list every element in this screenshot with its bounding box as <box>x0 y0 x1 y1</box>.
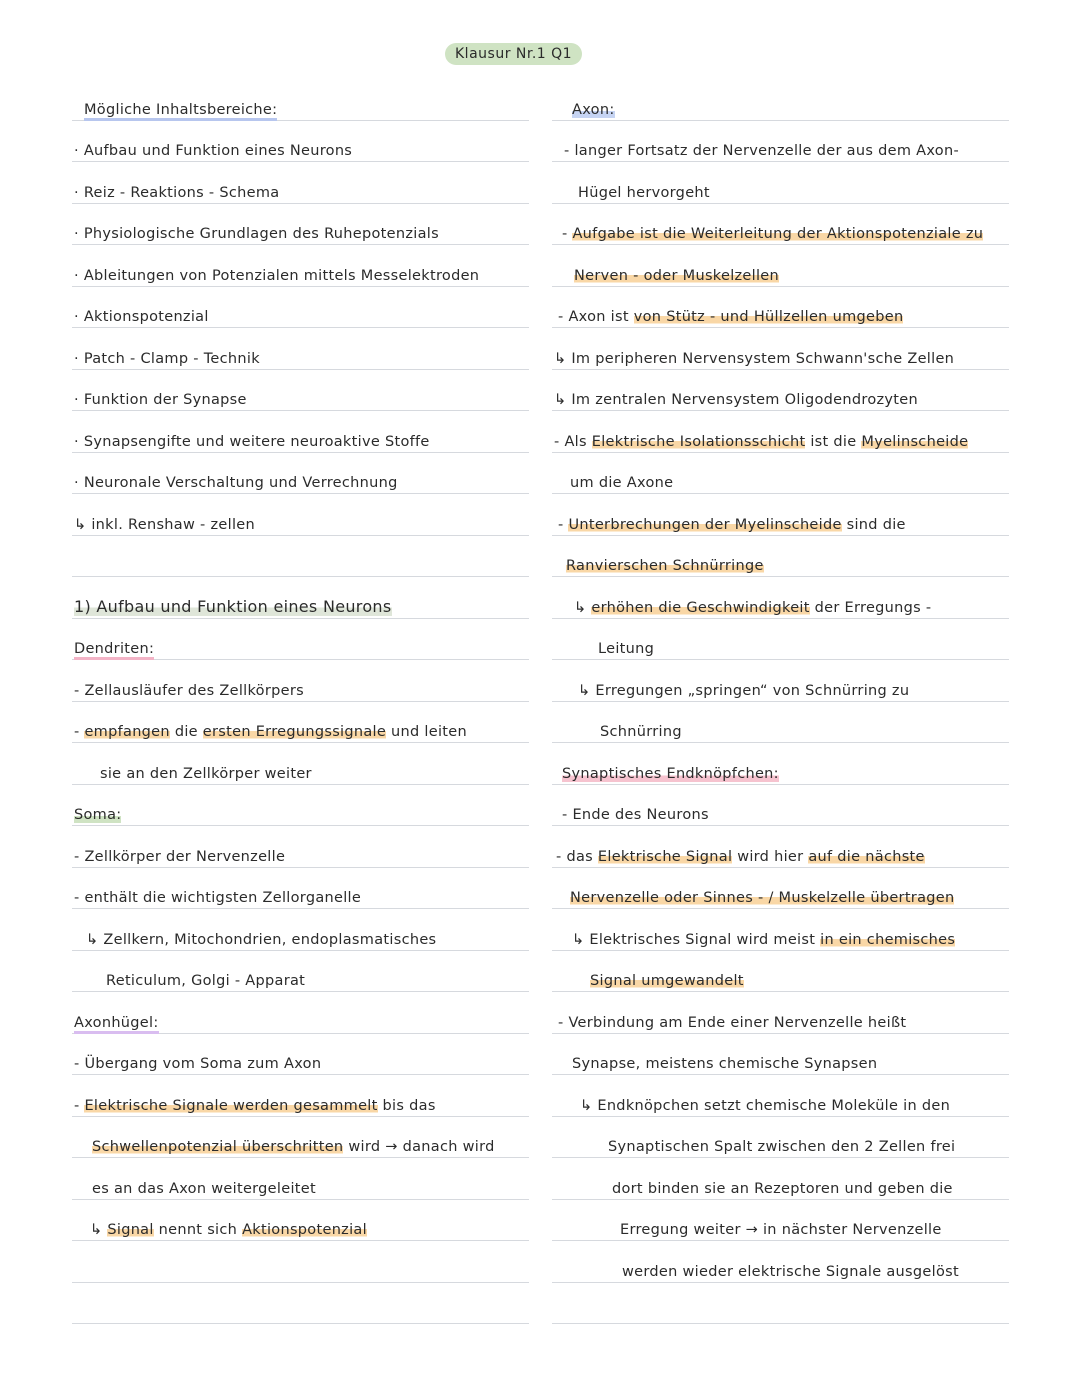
note-line <box>72 121 529 163</box>
note-text-part: der Erregungs - <box>809 599 932 616</box>
highlighted-text: von Stütz - und Hüllzellen umgeben <box>633 309 904 325</box>
note-text <box>572 102 615 118</box>
note-line <box>552 1075 1009 1117</box>
note-line <box>72 1117 529 1159</box>
note-text <box>572 1056 877 1072</box>
highlighted-text: Axon: <box>572 101 615 118</box>
note-text-part: - Als <box>554 433 592 450</box>
note-text-part: bis das <box>377 1097 436 1114</box>
note-text <box>574 268 779 284</box>
note-line <box>72 951 529 993</box>
note-line <box>72 577 529 619</box>
note-line <box>552 1200 1009 1242</box>
note-text-part: · Neuronale Verschaltung und Verrechnung <box>74 475 398 491</box>
note-text-part: ↳ <box>90 1222 108 1238</box>
note-line <box>552 1117 1009 1159</box>
note-text <box>106 973 305 989</box>
note-text <box>74 807 121 823</box>
note-line <box>72 1241 529 1283</box>
note-text <box>74 475 398 491</box>
note-line <box>72 287 529 329</box>
note-text <box>558 1015 906 1031</box>
note-text-part: wird hier <box>732 848 809 865</box>
note-line <box>552 370 1009 412</box>
note-text <box>74 641 154 657</box>
note-line <box>72 1158 529 1200</box>
highlighted-text: Elektrische Signal <box>597 848 733 865</box>
note-line <box>72 1283 529 1325</box>
note-line <box>72 494 529 536</box>
note-line <box>72 743 529 785</box>
note-text <box>590 973 744 989</box>
note-text-part: sie an den Zellkörper weiter <box>100 765 312 782</box>
note-text-part: ↳ Im zentralen Nervensystem Oligodendrozyten <box>554 392 918 408</box>
note-text <box>578 683 909 699</box>
note-line <box>72 702 529 744</box>
note-text <box>74 597 392 616</box>
note-text <box>554 434 968 450</box>
note-line <box>552 162 1009 204</box>
note-text <box>74 392 247 408</box>
note-text <box>578 185 710 201</box>
note-text-part: wird → danach wird <box>343 1139 495 1155</box>
highlighted-text: Nervenzelle oder Sinnes - / Muskelzelle übertragen <box>570 890 955 906</box>
note-text-part: ↳ Erregungen „springen“ von Schnürring zu <box>578 682 910 699</box>
note-line <box>552 868 1009 910</box>
note-text-part: die <box>169 724 203 740</box>
highlighted-text: Soma: <box>74 807 122 823</box>
highlighted-text: empfangen <box>84 724 170 740</box>
note-line <box>72 328 529 370</box>
note-line <box>72 370 529 412</box>
note-line <box>552 702 1009 744</box>
note-text <box>600 724 682 740</box>
note-line <box>552 328 1009 370</box>
page-title: Klausur Nr.1 Q1 <box>445 43 582 65</box>
highlighted-text: Nerven - oder Muskelzellen <box>574 267 780 284</box>
note-line <box>72 1034 529 1076</box>
highlighted-text: Dendriten: <box>74 641 154 660</box>
note-text <box>598 641 654 657</box>
note-line <box>72 1200 529 1242</box>
note-line <box>552 992 1009 1034</box>
note-text-part: ist die <box>805 433 862 450</box>
note-text-part: und leiten <box>386 724 468 740</box>
note-text-part: dort binden sie an Rezeptoren und geben die <box>612 1180 953 1197</box>
note-text <box>566 558 764 574</box>
note-line <box>552 826 1009 868</box>
note-text-part: - <box>74 724 85 740</box>
note-text-part: - Axon ist <box>558 309 634 325</box>
note-text <box>562 807 709 823</box>
note-text-part: · Aktionspotenzial <box>74 309 209 325</box>
note-text-part: ↳ Endknöpchen setzt chemische Moleküle in den <box>580 1097 951 1114</box>
note-text-part: ↳ <box>574 599 592 616</box>
note-text <box>92 1181 316 1197</box>
note-text-part: ↳ Zellkern, Mitochondrien, endoplasmatisches <box>86 931 437 948</box>
note-text-part: ↳ inkl. Renshaw - zellen <box>74 516 255 533</box>
note-line <box>552 1283 1009 1325</box>
note-text <box>572 932 955 948</box>
note-text-part: - Zellkörper der Nervenzelle <box>74 848 286 865</box>
note-text-part: - <box>74 1097 85 1114</box>
note-line <box>552 121 1009 163</box>
note-text-part: · Patch - Clamp - Technik <box>74 350 260 367</box>
note-text-part: - Ende des Neurons <box>562 807 709 823</box>
note-text-part: - Zellausläufer des Zellkörpers <box>74 682 304 699</box>
note-text-part: Hügel hervorgeht <box>578 184 710 201</box>
note-text-part: · Funktion der Synapse <box>74 392 247 408</box>
note-text-part: sind die <box>841 516 906 533</box>
note-text <box>562 766 779 782</box>
note-text-part: Synaptischen Spalt zwischen den 2 Zellen frei <box>608 1139 956 1155</box>
note-text-part: Erregung weiter → in nächster Nervenzelle <box>620 1222 942 1238</box>
note-text <box>564 143 959 159</box>
note-line <box>552 287 1009 329</box>
note-line <box>552 577 1009 619</box>
note-line <box>72 868 529 910</box>
note-text-part: - langer Fortsatz der Nervenzelle der aus dem Axon- <box>564 143 960 159</box>
note-text <box>74 517 255 533</box>
note-line <box>552 204 1009 246</box>
note-text <box>74 724 467 740</box>
highlighted-text: in ein chemisches <box>820 931 956 948</box>
note-text <box>612 1181 953 1197</box>
note-text <box>74 434 430 450</box>
note-text <box>622 1264 959 1280</box>
note-text <box>74 351 260 367</box>
note-text-part: nennt sich <box>153 1222 243 1238</box>
note-line <box>72 909 529 951</box>
note-text <box>84 102 277 118</box>
note-line <box>72 619 529 661</box>
note-text <box>608 1139 955 1155</box>
note-line <box>552 660 1009 702</box>
note-text <box>74 226 439 242</box>
note-line <box>72 826 529 868</box>
note-line <box>72 411 529 453</box>
highlighted-text: Signal umgewandelt <box>590 973 744 989</box>
highlighted-text: 1) Aufbau und Funktion eines Neurons <box>74 596 392 616</box>
note-text-part: Synapse, meistens chemische Synapsen <box>572 1056 878 1072</box>
highlighted-text: Axonhügel: <box>74 1015 159 1034</box>
note-text <box>74 268 479 284</box>
note-line <box>72 1075 529 1117</box>
note-text <box>574 600 931 616</box>
note-text-part: · Aufbau und Funktion eines Neurons <box>74 143 353 159</box>
note-text-part: · Reiz - Reaktions - Schema <box>74 184 280 201</box>
note-text <box>74 185 279 201</box>
note-line <box>72 162 529 204</box>
note-text-part: um die Axone <box>570 475 674 491</box>
note-line <box>552 951 1009 993</box>
highlighted-text: Schwellenpotenzial überschritten <box>92 1139 344 1155</box>
highlighted-text: ersten Erregungssignale <box>202 724 387 740</box>
note-line <box>552 619 1009 661</box>
highlighted-text: Aktionspotenzial <box>242 1222 367 1238</box>
highlighted-text: Aufgabe ist die Weiterleitung der Aktionspotenziale zu <box>572 226 984 242</box>
note-text <box>74 1098 436 1114</box>
note-line <box>72 453 529 495</box>
note-text <box>74 309 209 325</box>
note-text <box>74 143 352 159</box>
note-text-part: - <box>558 516 569 533</box>
note-text <box>74 849 285 865</box>
note-text <box>562 226 983 242</box>
note-text-part: werden wieder elektrische Signale ausgelöst <box>622 1263 959 1280</box>
highlighted-text: Myelinscheide <box>861 433 969 450</box>
note-text <box>90 1222 367 1238</box>
note-text <box>620 1222 942 1238</box>
note-text <box>558 517 906 533</box>
note-text-part: · Synapsengifte und weitere neuroaktive Stoffe <box>74 433 430 450</box>
note-text-part: - <box>562 226 573 242</box>
note-text-part: · Ableitungen von Potenzialen mittels Messelektroden <box>74 267 480 284</box>
note-text <box>74 1056 321 1072</box>
note-text <box>570 890 954 906</box>
note-text <box>86 932 436 948</box>
note-text <box>74 890 361 906</box>
highlighted-text: Elektrische Isolationsschicht <box>591 433 806 450</box>
note-line <box>552 1158 1009 1200</box>
note-line <box>552 1241 1009 1283</box>
note-text-part: - Übergang vom Soma zum Axon <box>74 1056 322 1072</box>
highlighted-text: Ranvierschen Schnürringe <box>566 558 764 574</box>
note-text-part: ↳ Elektrisches Signal wird meist <box>572 931 821 948</box>
note-line <box>552 79 1009 121</box>
note-text-part: ↳ Im peripheren Nervensystem Schwann'sche Zellen <box>554 350 955 367</box>
note-line <box>552 1034 1009 1076</box>
note-line <box>552 245 1009 287</box>
note-text <box>554 392 918 408</box>
note-text-part: Reticulum, Golgi - Apparat <box>106 973 306 989</box>
note-text-part: - Verbindung am Ende einer Nervenzelle heißt <box>558 1014 907 1031</box>
note-text <box>92 1139 495 1155</box>
note-text-part: - enthält die wichtigsten Zellorganelle <box>74 890 362 906</box>
note-line <box>72 79 529 121</box>
note-line <box>72 785 529 827</box>
note-line <box>72 660 529 702</box>
note-text <box>556 849 925 865</box>
note-line <box>552 743 1009 785</box>
note-text <box>570 475 673 491</box>
note-line <box>72 204 529 246</box>
note-line <box>72 992 529 1034</box>
highlighted-text: Elektrische Signale werden gesammelt <box>84 1097 378 1114</box>
note-line <box>552 785 1009 827</box>
note-text <box>74 683 304 699</box>
note-line <box>72 536 529 578</box>
note-line <box>552 909 1009 951</box>
note-text <box>554 351 954 367</box>
note-text <box>558 309 903 325</box>
note-text-part: - das <box>556 848 598 865</box>
note-line <box>552 411 1009 453</box>
note-text <box>100 766 312 782</box>
note-line <box>72 245 529 287</box>
note-line <box>552 536 1009 578</box>
note-text-part: · Physiologische Grundlagen des Ruhepotenzials <box>74 226 439 242</box>
note-text <box>580 1098 950 1114</box>
note-text-part: es an das Axon weitergeleitet <box>92 1180 316 1197</box>
highlighted-text: Signal <box>107 1222 154 1238</box>
highlighted-text: Mögliche Inhaltsbereiche: <box>84 102 277 121</box>
note-line <box>552 453 1009 495</box>
highlighted-text: Unterbrechungen der Myelinscheide <box>568 516 842 533</box>
note-text-part: Schnürring <box>600 724 682 740</box>
note-line <box>552 494 1009 536</box>
highlighted-text: erhöhen die Geschwindigkeit <box>591 599 810 616</box>
highlighted-text: auf die nächste <box>808 848 925 865</box>
highlighted-text: Synaptisches Endknöpfchen: <box>562 765 779 782</box>
note-text-part: Leitung <box>598 641 655 657</box>
note-text <box>74 1015 159 1031</box>
